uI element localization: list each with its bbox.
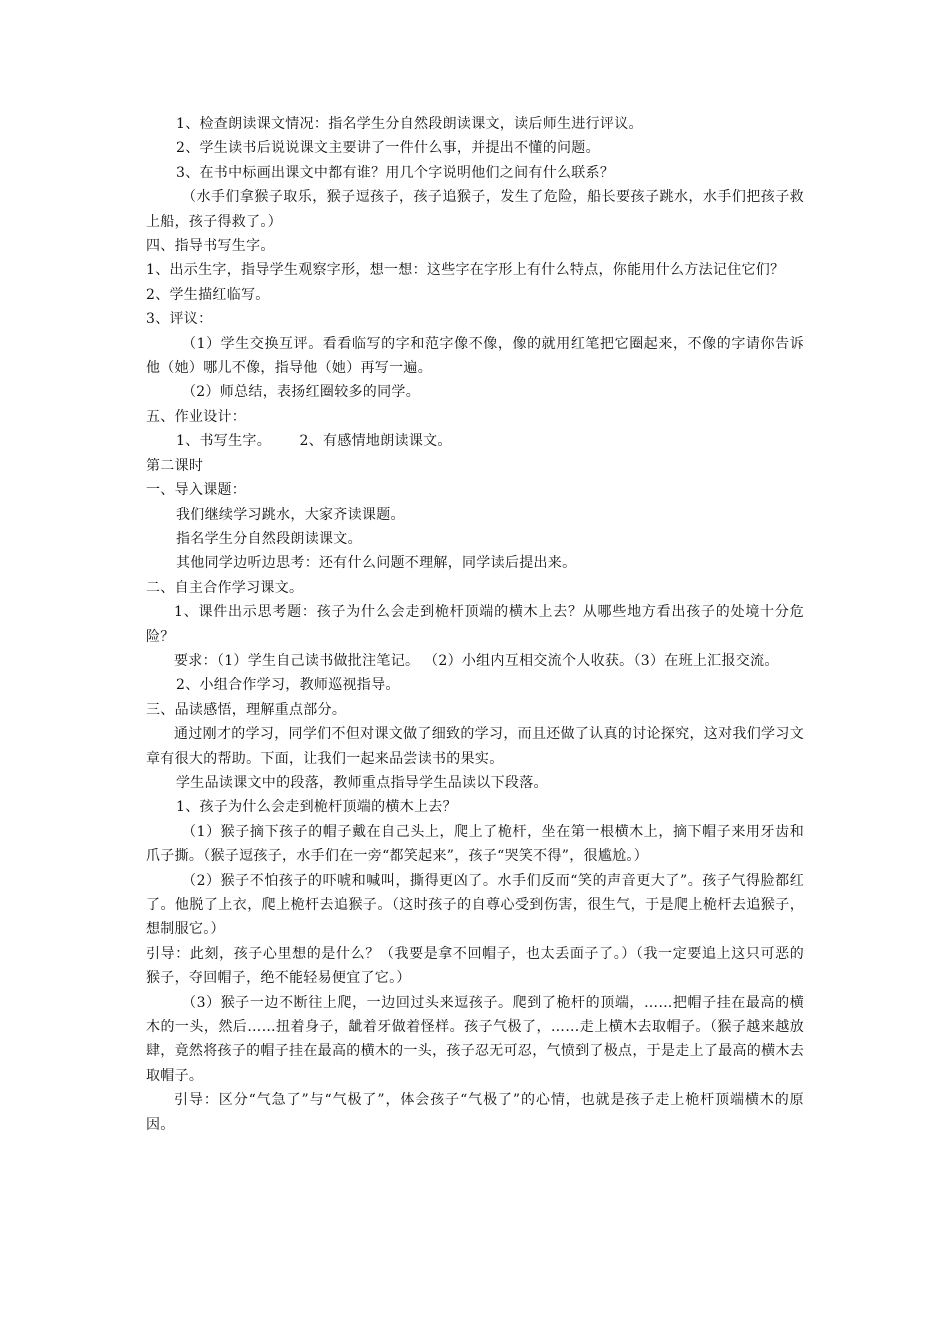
paragraph-guided-reading: 学生品读课文中的段落，教师重点指导学生品读以下段落。 — [176, 774, 548, 791]
paragraph-point-2: （2）猴子不怕孩子的吓唬和喊叫，撕得更凶了。水手们反而“笑的声音更大了”。孩子气得脸都红了。他脱了上衣，爬上桅杆去追猴子。（这时孩子的自尊心受到伤害，很生气，于是爬上桅杆去追猴子，想制服它。） — [146, 872, 804, 938]
paragraph-read-aloud: 指名学生分自然段朗读课文。 — [176, 530, 362, 547]
paragraph-questions: 1、课件出示思考题：孩子为什么会走到桅杆顶端的横木上去？从哪些地方看出孩子的处境十分危险？ — [146, 604, 804, 645]
paragraph-requirements: 要求：（1）学生自己读书做批注笔记。 （2）小组内互相交流个人收获。（3）在班上汇报交流。 — [174, 652, 779, 669]
paragraph-guide-2: 引导：区分“气急了”与“气极了”，体会孩子“气极了”的心情，也就是孩子走上桅杆顶端横木的原因。 — [146, 1092, 804, 1133]
paragraph-homework: 1、书写生字。 2、有感情地朗读课文。 — [176, 433, 452, 450]
paragraph-show-characters: 1、出示生字，指导学生观察字形，想一想：这些字在字形上有什么特点，你能用什么方法记住它们？ — [146, 262, 785, 279]
paragraph-point-3: （3）猴子一边不断往上爬，一边回过头来逗孩子。爬到了桅杆的顶端，……把帽子挂在最高的横木的一头，然后……扭着身子，龇着牙做着怪样。孩子气极了，……走上横木去取帽子。（猴子越来越放肆，竟然将孩子的帽子挂在最高的横木的一头，孩子忍无可忍，气愤到了极点，于是走上了最高的横木去取帽子。 — [146, 994, 804, 1084]
document-page — [146, 112, 804, 1137]
paragraph-group-work: 2、小组合作学习，教师巡视指导。 — [176, 677, 400, 694]
paragraph-retell: 2、学生读书后说说课文主要讲了一件什么事，并提出不懂的问题。 — [176, 140, 600, 157]
section-heading-1: 一、导入课题： — [146, 482, 247, 499]
paragraph-continue: 我们继续学习跳水，大家齐读课题。 — [176, 506, 405, 523]
paragraph-trace-writing: 2、学生描红临写。 — [146, 286, 270, 303]
paragraph-peer-review: （1）学生交换互评。看看临写的字和范字像不像，像的就用红笔把它圈起来，不像的字请你告诉他（她）哪儿不像，指导他（她）再写一遍。 — [146, 335, 804, 377]
section-heading-3: 三、品读感悟，理解重点部分。 — [146, 701, 347, 718]
paragraph-answer-summary: （水手们拿猴子取乐，猴子逗孩子，孩子追猴子，发生了危险，船长要孩子跳水，水手们把孩子救上船，孩子得救了。） — [146, 189, 804, 230]
paragraph-teacher-summary: （2）师总结，表扬红圈较多的同学。 — [182, 384, 421, 401]
paragraph-transition: 通过刚才的学习，同学们不但对课文做了细致的学习，而且还做了认真的讨论探究，这对我们学习文章有很大的帮助。下面，让我们一起来品尝读书的果实。 — [146, 726, 804, 767]
section-heading-5: 五、作业设计： — [146, 408, 247, 425]
paragraph-listen-think: 其他同学边听边思考：还有什么问题不理解，同学读后提出来。 — [176, 555, 577, 572]
paragraph-question-1: 1、孩子为什么会走到桅杆顶端的横木上去？ — [176, 799, 457, 816]
paragraph-characters: 3、在书中标画出课文中都有谁？用几个字说明他们之间有什么联系？ — [176, 164, 615, 181]
section-heading-2: 二、自主合作学习课文。 — [146, 579, 304, 596]
paragraph-evaluation: 3、评议： — [146, 311, 213, 328]
paragraph-guide-1: 引导：此刻，孩子心里想的是什么？（我要是拿不回帽子，也太丢面子了。）（我一定要追上这只可恶的猴子，夺回帽子，绝不能轻易便宜了它。） — [146, 945, 804, 987]
paragraph-point-1: （1）猴子摘下孩子的帽子戴在自己头上，爬上了桅杆，坐在第一根横木上，摘下帽子来用牙齿和爪子撕。（猴子逗孩子，水手们在一旁“都笑起来”，孩子“哭笑不得”，很尴尬。） — [146, 823, 804, 865]
paragraph-check-reading: 1、检查朗读课文情况：指名学生分自然段朗读课文，读后师生进行评议。 — [176, 116, 643, 132]
lesson-heading-2: 第二课时 — [146, 457, 204, 474]
section-heading-4: 四、指导书写生字。 — [146, 238, 275, 255]
